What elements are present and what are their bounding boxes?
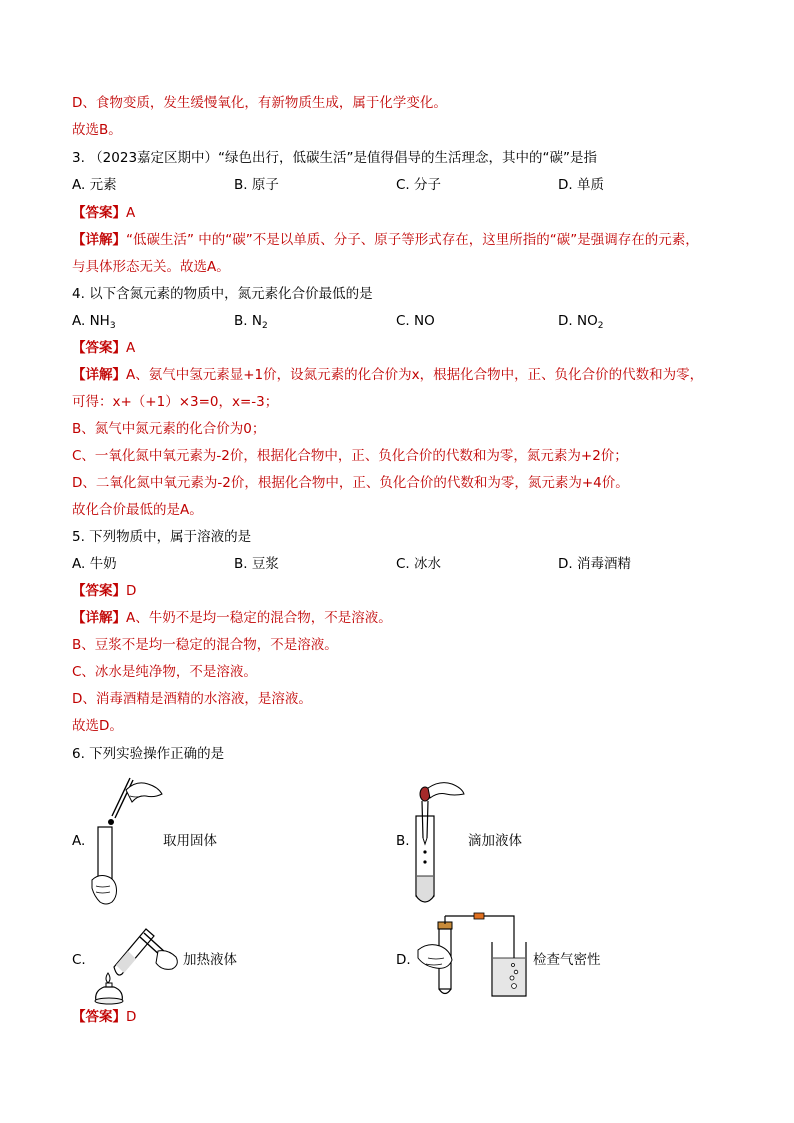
q5-detail-5: 故选D。: [72, 718, 123, 734]
q3-answer: 【答案】A: [72, 205, 136, 221]
q6-option-b-caption: 滴加液体: [468, 833, 522, 849]
q6-option-c-letter: C.: [72, 952, 86, 968]
q5-option-d: D. 消毒酒精: [558, 556, 631, 572]
q4-option-c: C. NO: [396, 313, 435, 329]
heat-liquid-icon: [88, 915, 184, 1005]
q5-stem: 5. 下列物质中，属于溶液的是: [72, 529, 252, 545]
q5-detail-4: D、消毒酒精是酒精的水溶液，是溶液。: [72, 691, 312, 707]
q5-option-c: C. 冰水: [396, 556, 442, 572]
q4-answer: 【答案】A: [72, 340, 136, 356]
q3-option-b: B. 原子: [234, 177, 279, 193]
q6-answer: 【答案】D: [72, 1009, 137, 1025]
q3-option-d: D. 单质: [558, 177, 604, 193]
q5-answer: 【答案】D: [72, 583, 137, 599]
q5-detail-2: B、豆浆不是均一稳定的混合物，不是溶液。: [72, 637, 338, 653]
q2-detail-d: D、食物变质，发生缓慢氧化，有新物质生成，属于化学变化。: [72, 95, 447, 111]
add-liquid-icon: [406, 780, 466, 910]
q5-detail-3: C、冰水是纯净物，不是溶液。: [72, 664, 257, 680]
q6-option-d-letter: D.: [396, 952, 411, 968]
q3-stem: 3. （2023嘉定区期中）“绿色出行，低碳生活”是值得倡导的生活理念，其中的“碳”是指: [72, 150, 598, 166]
q4-option-a: A. $NH_3$: [72, 313, 116, 331]
q2-conclusion: 故选B。: [72, 122, 122, 138]
q6-option-a-caption: 取用固体: [163, 833, 217, 849]
q4-detail-1: 【详解】A、氨气中氢元素显+1价，设氮元素的化合价为x，根据化合物中，正、负化合价的代数和为零，: [72, 367, 704, 383]
q3-option-a: A. 元素: [72, 177, 117, 193]
q4-detail-3: B、氮气中氮元素的化合价为0；: [72, 421, 266, 437]
q3-detail-2: 与具体形态无关。故选A。: [72, 259, 230, 275]
q4-detail-5: D、二氧化氮中氧元素为-2价，根据化合物中，正、负化合价的代数和为零，氮元素为+4价。: [72, 475, 629, 491]
q4-detail-2: 可得：x+（+1）×3=0，x=-3；: [72, 394, 279, 410]
q6-option-d-caption: 检查气密性: [533, 952, 601, 968]
q6-option-b-letter: B.: [396, 833, 410, 849]
q4-detail-6: 故化合价最低的是A。: [72, 502, 203, 518]
q4-option-b: B. $N_2$: [234, 313, 268, 331]
q3-detail-1: 【详解】“低碳生活” 中的“碳”不是以单质、分子、原子等形式存在，这里所指的“碳”是强调存在的元素，: [72, 232, 699, 248]
q4-option-d: D. $NO_2$: [558, 313, 604, 331]
q6-option-a-letter: A.: [72, 833, 86, 849]
take-solid-icon: [86, 772, 164, 912]
q3-option-c: C. 分子: [396, 177, 442, 193]
q5-option-a: A. 牛奶: [72, 556, 117, 572]
q5-detail-1: 【详解】A、牛奶不是均一稳定的混合物，不是溶液。: [72, 610, 392, 626]
q6-stem: 6. 下列实验操作正确的是: [72, 746, 225, 762]
q6-option-c-caption: 加热液体: [183, 952, 237, 968]
q5-option-b: B. 豆浆: [234, 556, 279, 572]
q4-stem: 4. 以下含氮元素的物质中，氮元素化合价最低的是: [72, 286, 373, 302]
q4-detail-4: C、一氧化氮中氧元素为-2价，根据化合物中，正、负化合价的代数和为零，氮元素为+2价；: [72, 448, 628, 464]
airtightness-check-icon: [414, 912, 532, 1002]
